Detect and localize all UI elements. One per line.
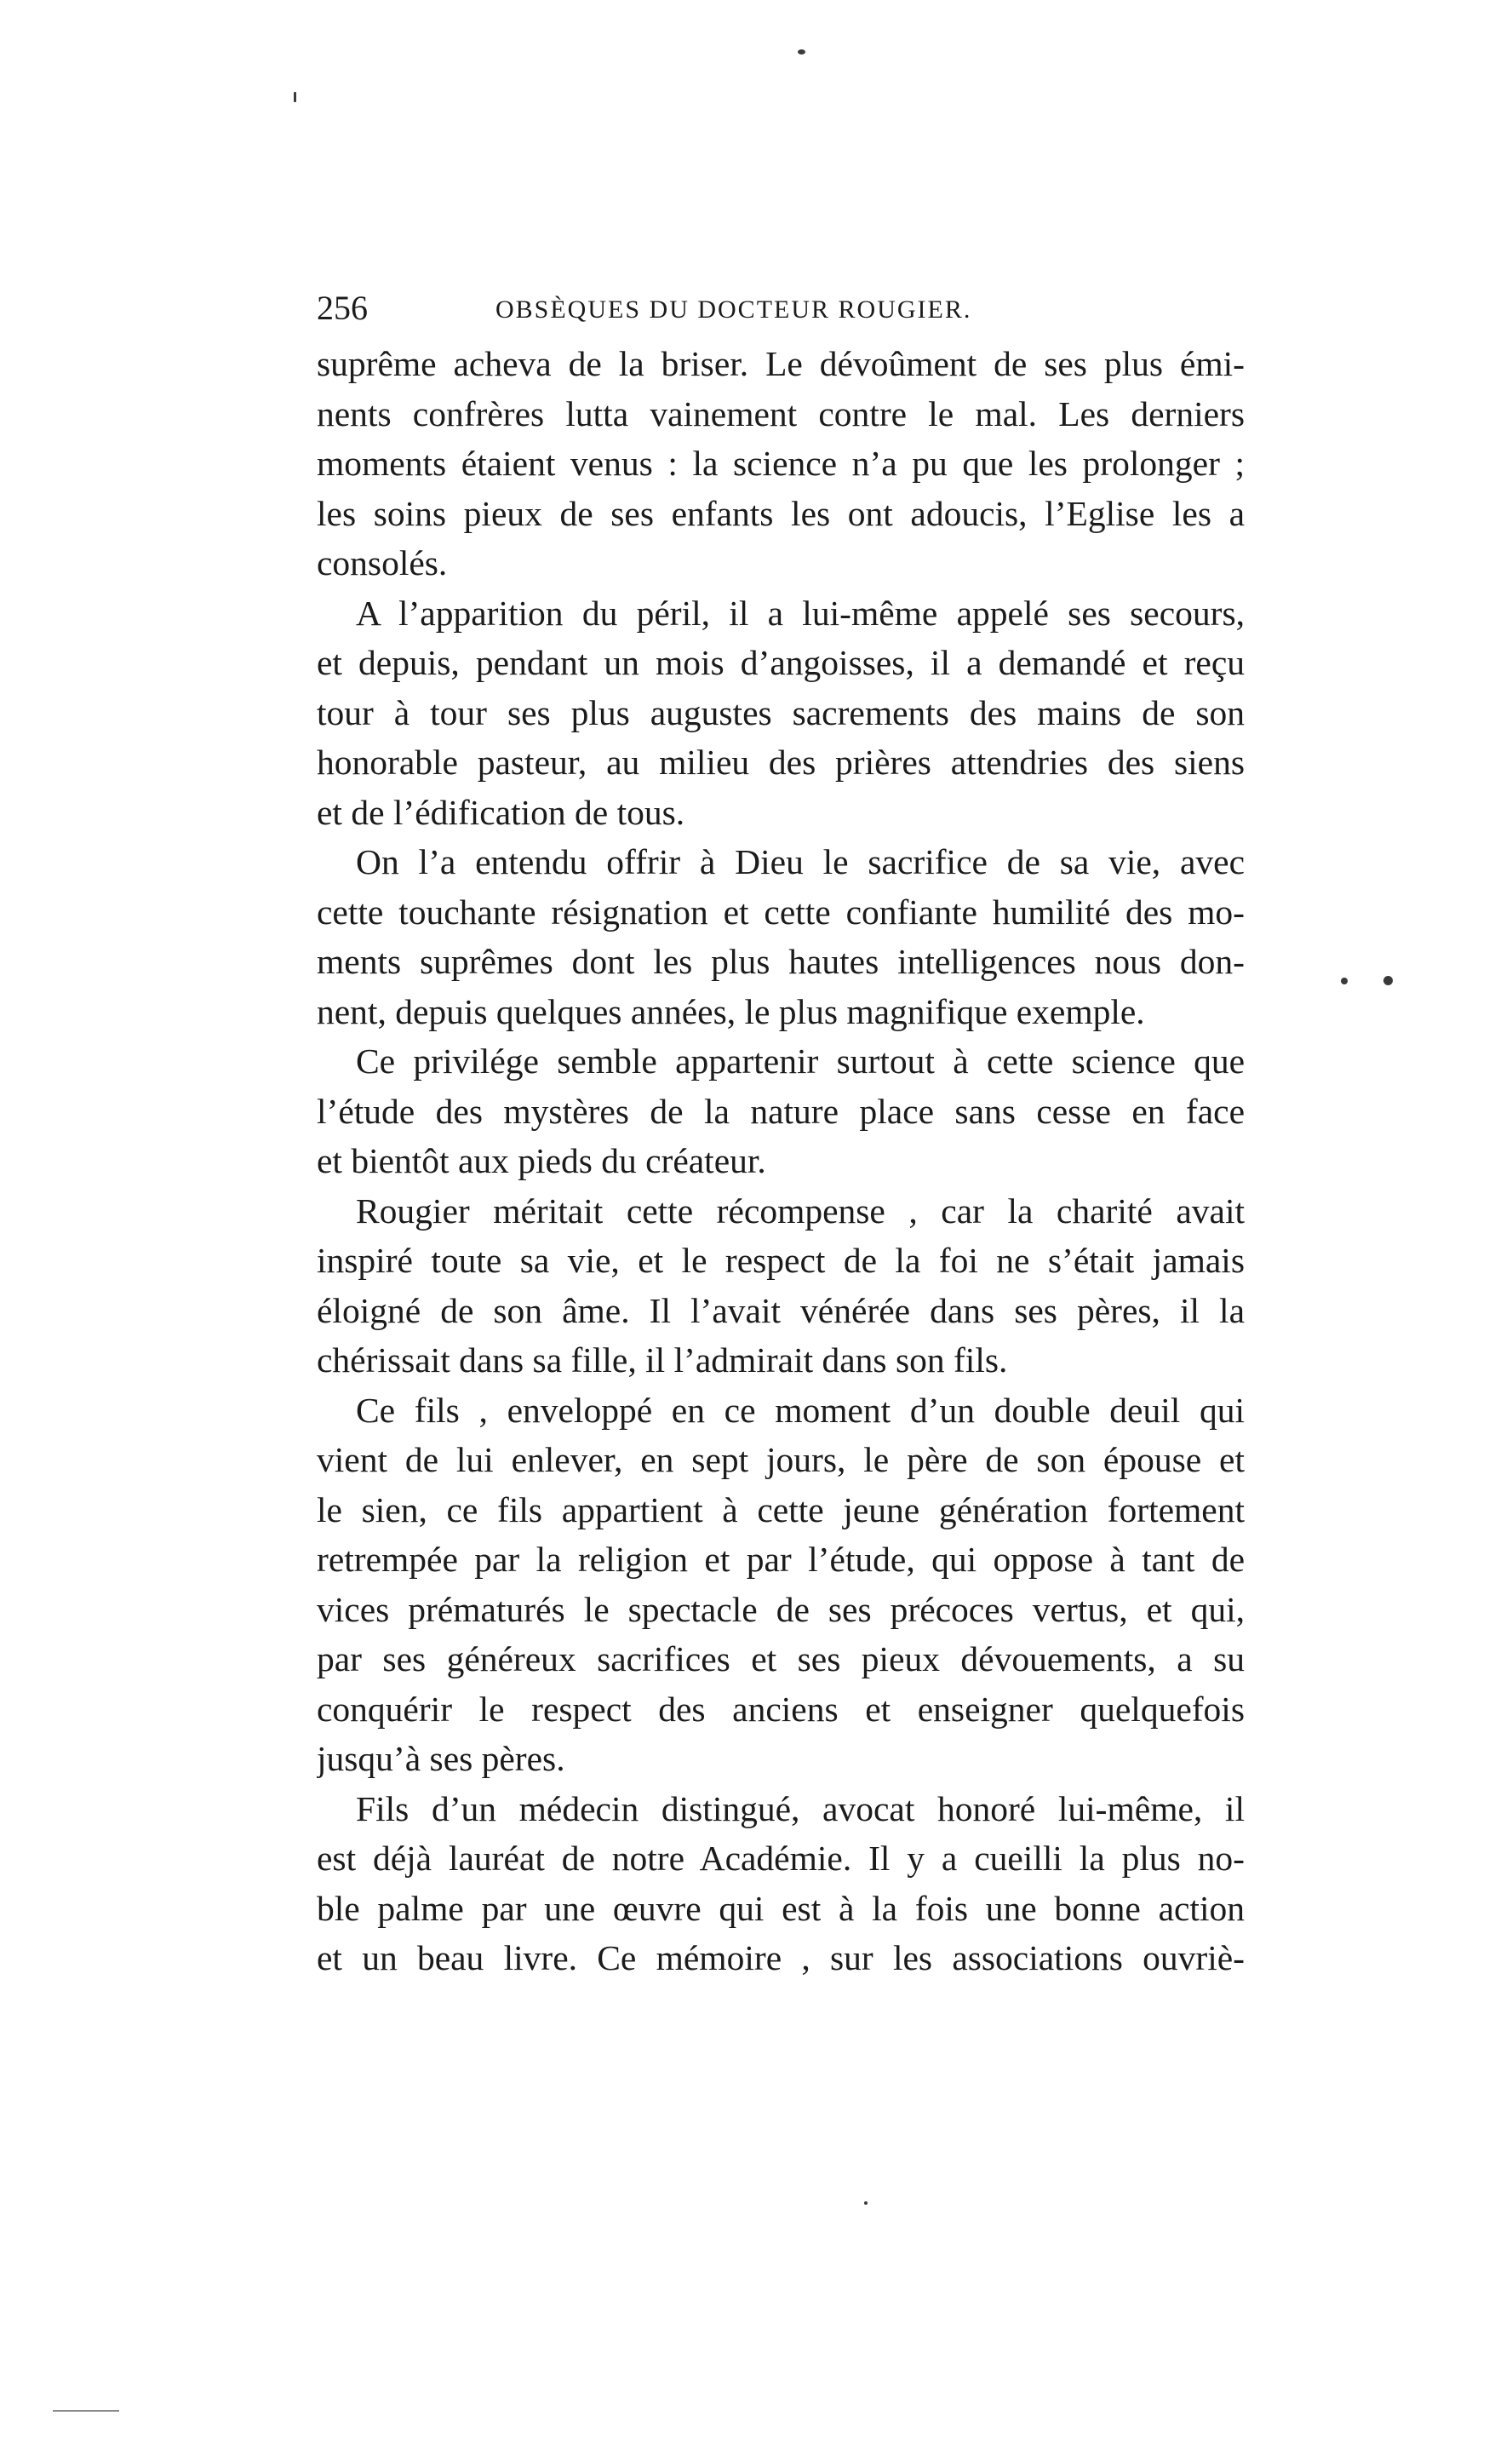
text-line: par ses généreux sacrifices et ses pieux dévouements, a su [317,1639,1245,1678]
text-line: chérissait dans sa fille, il l’admirait dans son fils. [317,1340,1008,1380]
text-line: est déjà lauréat de notre Académie. Il y a cueilli la plus no- [317,1839,1245,1878]
text-line: Ce fils , enveloppé en ce moment d’un double deuil qui [356,1390,1245,1430]
text-line: honorable pasteur, au milieu des prières attendries des siens [317,743,1245,782]
text-line: Rougier méritait cette récompense , car la charité avait [356,1191,1245,1231]
text-line: suprême acheva de la briser. Le dévoûment de ses plus émi- [317,344,1245,383]
scan-speck [798,49,805,55]
text-line: ble palme par une œuvre qui est à la fois une bonne action [317,1888,1245,1928]
text-line: cette touchante résignation et cette confiante humilité des mo- [317,892,1245,932]
page-header [317,287,1245,330]
body-text [317,339,1245,1983]
text-line: et de l’édification de tous. [317,792,685,832]
text-line: éloigné de son âme. Il l’avait vénérée dans ses pères, il la [317,1290,1245,1330]
text-line: conquérir le respect des anciens et enseigner quelquefois [317,1689,1245,1729]
text-line: et un beau livre. Ce mémoire , sur les associations ouvriè- [317,1938,1245,1977]
page-number: 256 [317,289,368,327]
running-head: OBSÈQUES DU DOCTEUR ROUGIER. [495,295,972,324]
text-line: le sien, ce fils appartient à cette jeune génération fortement [317,1489,1245,1529]
text-line: ments suprêmes dont les plus hautes intelligences nous don- [317,942,1245,981]
text-line: jusqu’à ses pères. [317,1739,565,1778]
text-line: les soins pieux de ses enfants les ont adoucis, l’Eglise les a [317,493,1245,533]
text-line: vices prématurés le spectacle de ses précoces vertus, et qui, [317,1589,1245,1629]
text-line: et depuis, pendant un mois d’angoisses, il a demandé et reçu [317,643,1245,682]
scan-rule-mark [53,2410,119,2412]
text-line: A l’apparition du péril, il a lui-même appelé ses secours, [356,593,1245,633]
scan-speck [864,2201,868,2205]
text-line: nents confrères lutta vainement contre le mal. Les derniers [317,393,1245,433]
text-line: nent, depuis quelques années, le plus magnifique exemple. [317,991,1145,1031]
scan-speck [1341,978,1348,984]
text-line: consolés. [317,543,448,582]
scan-speck [1383,976,1393,985]
text-line: tour à tour ses plus augustes sacrements des mains de son [317,692,1245,732]
text-line: Ce privilége semble appartenir surtout à cette science que [356,1041,1245,1081]
scan-speck [294,92,296,102]
text-line: inspiré toute sa vie, et le respect de la foi ne s’était jamais [317,1241,1245,1280]
text-line: et bientôt aux pieds du créateur. [317,1141,766,1180]
text-line: On l’a entendu offrir à Dieu le sacrifice de sa vie, avec [356,842,1245,881]
text-line: moments étaient venus : la science n’a pu que les prolonger ; [317,444,1245,483]
text-line: vient de lui enlever, en sept jours, le père de son épouse et [317,1440,1245,1479]
text-line: retrempée par la religion et par l’étude, qui oppose à tant de [317,1540,1245,1579]
text-line: Fils d’un médecin distingué, avocat honoré lui-même, il [356,1788,1245,1828]
text-line: l’étude des mystères de la nature place sans cesse en face [317,1091,1245,1131]
